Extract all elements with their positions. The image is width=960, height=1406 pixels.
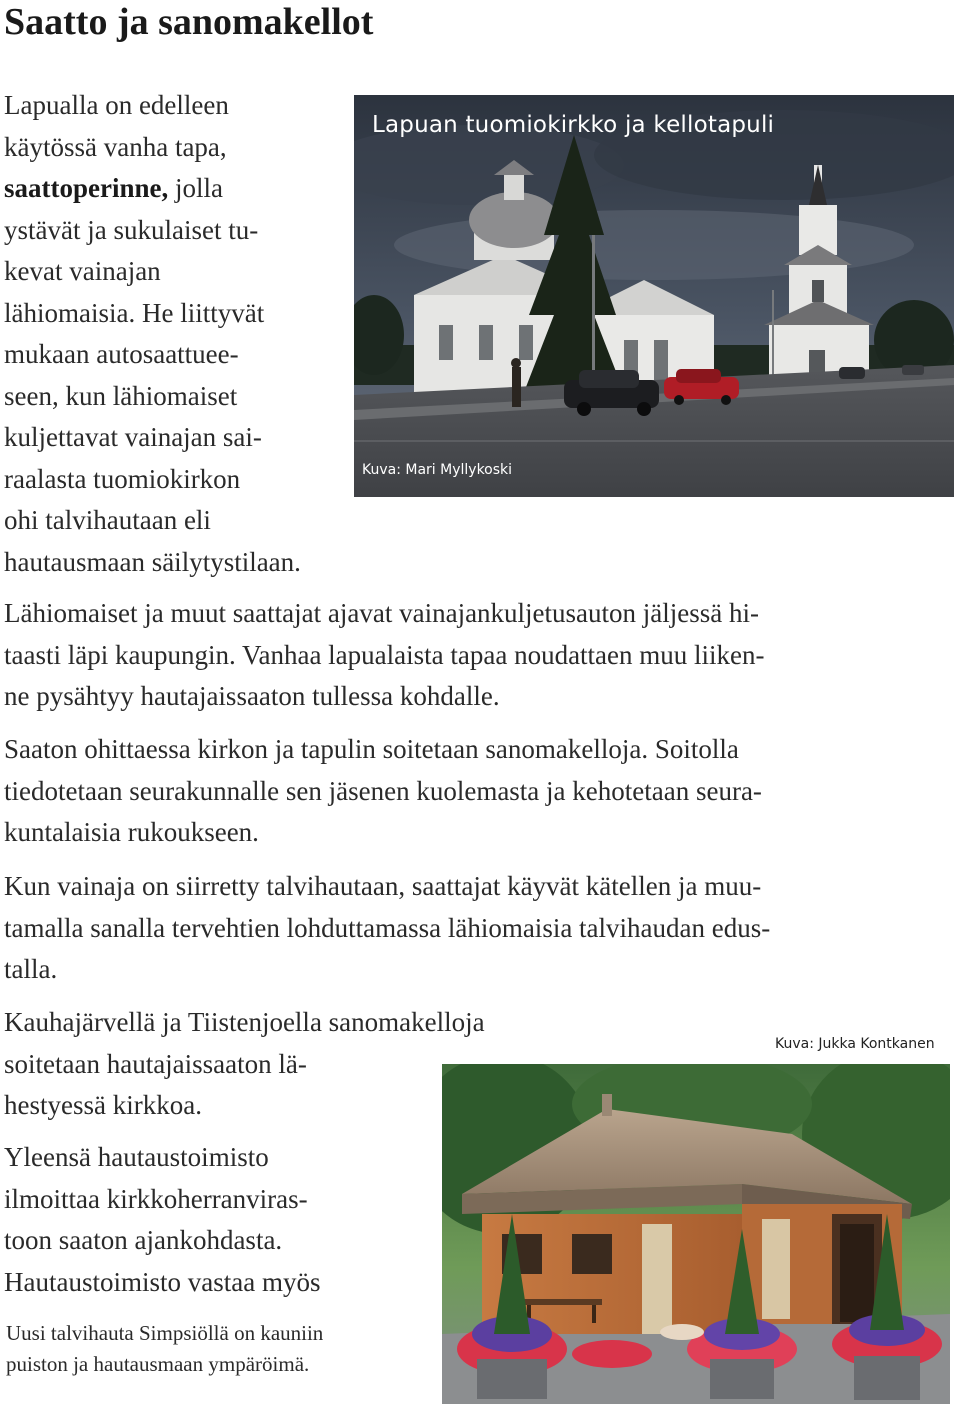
paragraph-line: Hautaustoimisto vastaa myös (4, 1266, 321, 1297)
intro-line: seen, kun lähiomaiset (4, 380, 238, 411)
intro-line (4, 168, 301, 210)
paragraph-line: Yleensä hautaustoimisto (4, 1142, 269, 1172)
intro-line: kuljettavat vainajan sai- (4, 422, 262, 452)
paragraph-line: Saaton ohittaessa kirkon ja tapulin soitetaan sanomakelloja. Soitolla (4, 734, 739, 764)
intro-line: mukaan autosaattuee- (4, 339, 239, 369)
page-title: Saatto ja sanomakellot (4, 1, 374, 43)
paragraph-line: kuntalaisia rukoukseen. (4, 817, 259, 847)
intro-line: ohi talvihautaan eli (4, 505, 211, 535)
paragraph-line: Kauhajärvellä ja Tiistenjoella sanomakelloja (4, 1007, 485, 1037)
paragraph-line: soitetaan hautajaissaaton lä- (4, 1048, 307, 1079)
paragraph-kauhajarvi (4, 1002, 485, 1127)
paragraph-line: taasti läpi kaupungin. Vanhaa lapualaista tapaa noudattaen muu liiken- (4, 639, 765, 670)
chapel-photo-caption (6, 1318, 323, 1380)
paragraph-line: Lähiomaiset ja muut saattajat ajavat vainajankuljetusauton jäljessä hi- (4, 598, 759, 628)
paragraph-line: ne pysähtyy hautajaissaaton tullessa kohdalle. (4, 681, 500, 711)
chapel-photo-credit: Kuva: Jukka Kontkanen (775, 1036, 935, 1052)
paragraph-line: ilmoittaa kirkkoherranviras- (4, 1183, 308, 1214)
paragraph-line: hestyessä kirkkoa. (4, 1090, 202, 1120)
paragraph-funeral-procession (4, 593, 765, 718)
intro-line: lähiomaisia. He liittyvät (4, 297, 265, 328)
church-photo-credit: Kuva: Mari Myllykoski (362, 462, 513, 478)
paragraph-bells (4, 729, 762, 854)
paragraph-line: tiedotetaan seurakunnalle sen jäsenen kuolemasta ja kehotetaan seura- (4, 775, 762, 806)
chapel-photo (442, 1064, 950, 1404)
caption-line: Uusi talvihauta Simpsiöllä on kauniin (6, 1321, 324, 1345)
paragraph-funeral-home (4, 1137, 320, 1303)
intro-line: Lapualla on edelleen (4, 90, 229, 120)
intro-line: ystävät ja sukulaiset tu- (4, 214, 259, 245)
intro-bold-term: saattoperinne, (4, 173, 169, 203)
intro-line-rest: jolla (168, 173, 223, 203)
intro-line: kevat vainajan (4, 256, 161, 286)
intro-line: raalasta tuomiokirkon (4, 463, 241, 494)
intro-line: hautausmaan säilytystilaan. (4, 546, 301, 577)
intro-line: käytössä vanha tapa, (4, 131, 227, 162)
paragraph-line: tamalla sanalla tervehtien lohduttamassa lähiomaisia talvihaudan edus- (4, 912, 771, 943)
church-photo (354, 95, 954, 497)
paragraph-condolences (4, 866, 770, 991)
church-photo-caption: Lapuan tuomiokirkko ja kellotapuli (372, 112, 775, 138)
intro-paragraph (4, 85, 301, 583)
paragraph-line: toon saaton ajankohdasta. (4, 1225, 283, 1255)
paragraph-line: talla. (4, 954, 58, 984)
caption-line: puiston ja hautausmaan ympäröimä. (6, 1352, 310, 1376)
paragraph-line: Kun vainaja on siirretty talvihautaan, saattajat käyvät kätellen ja muu- (4, 871, 762, 901)
